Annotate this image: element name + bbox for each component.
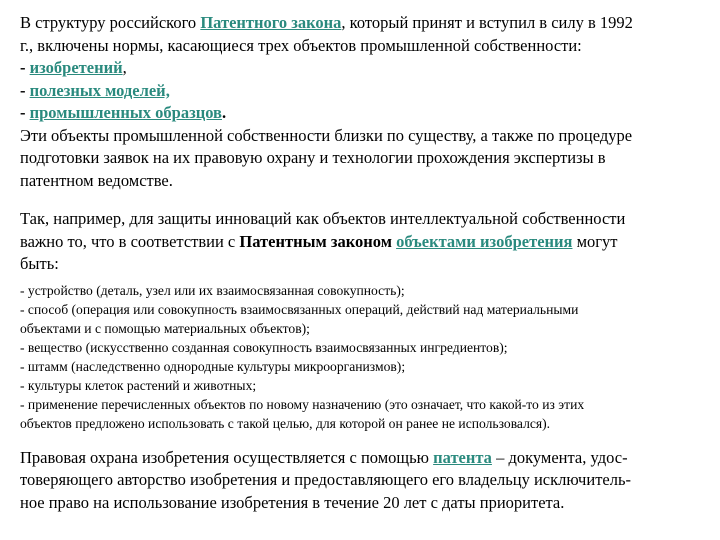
link-patent[interactable]: патента bbox=[433, 447, 492, 467]
text-fragment: Правовая охрана изобретения осуществляется с помощью bbox=[20, 447, 434, 467]
text-fragment: , который принят и вступил в силу в 1992 bbox=[341, 13, 633, 32]
dash-marker: - bbox=[20, 80, 30, 100]
paragraph-patent-protection bbox=[20, 447, 700, 515]
dash-marker: - bbox=[20, 58, 30, 77]
text-fragment: . bbox=[221, 103, 227, 122]
list-item: объектов предложено использовать с такой целью, для которой он ранее не использовался). bbox=[20, 415, 551, 431]
text-line: Так, например, для защиты инноваций как объектов интеллектуальной собственности bbox=[20, 209, 626, 228]
text-fragment: важно то, что в соответствии с bbox=[20, 231, 240, 251]
link-inventions[interactable]: изобретений bbox=[29, 58, 123, 77]
text-fragment: – документа, удос- bbox=[491, 447, 628, 467]
text-line: быть: bbox=[20, 254, 59, 273]
link-utility-models[interactable]: полезных моделей, bbox=[29, 80, 170, 100]
list-item: - способ (операция или совокупность взаимосвязанных операций, действий над материальными bbox=[20, 301, 579, 317]
dash-marker: - bbox=[20, 103, 30, 122]
paragraph-patent-law-intro bbox=[20, 12, 700, 192]
text-line bbox=[20, 80, 700, 103]
text-fragment: , bbox=[122, 58, 127, 77]
link-patent-law[interactable]: Патентного закона bbox=[200, 13, 342, 32]
text-fragment: могут bbox=[572, 231, 618, 251]
list-item: - культуры клеток растений и животных; bbox=[20, 377, 257, 393]
text-line: Эти объекты промышленной собственности близки по существу, а также по процедуре bbox=[20, 125, 633, 145]
list-item: - штамм (наследственно однородные культуры микроорганизмов); bbox=[20, 358, 406, 374]
list-item: - вещество (искусственно созданная совокупность взаимосвязанных ингредиентов); bbox=[20, 339, 508, 355]
invention-objects-list bbox=[20, 281, 700, 433]
text-line: товеряющего авторство изобретения и предоставляющего его владельцу исключитель- bbox=[20, 470, 631, 489]
text-line: патентном ведомстве. bbox=[20, 170, 173, 190]
text-line bbox=[20, 447, 700, 470]
text-line: г., включены нормы, касающиеся трех объектов промышленной собственности: bbox=[20, 35, 582, 55]
list-item: - применение перечисленных объектов по новому назначению (это означает, что какой-то из этих bbox=[20, 396, 585, 412]
text-line bbox=[20, 102, 700, 125]
text-line bbox=[20, 12, 700, 35]
text-line bbox=[20, 57, 700, 80]
text-line: ное право на использование изобретения в течение 20 лет с даты приоритета. bbox=[20, 492, 565, 512]
bold-patent-law: Патентным законом bbox=[239, 231, 392, 251]
list-item: объектами и с помощью материальных объектов); bbox=[20, 320, 310, 336]
link-invention-objects[interactable]: объектами изобретения bbox=[396, 231, 573, 251]
link-industrial-designs[interactable]: промышленных образцов bbox=[29, 103, 222, 122]
paragraph-invention-objects bbox=[20, 208, 700, 276]
text-fragment: В структуру российского bbox=[20, 13, 201, 32]
text-line bbox=[20, 231, 700, 254]
text-line: подготовки заявок на их правовую охрану и технологии прохождения экспертизы в bbox=[20, 148, 606, 167]
list-item: - устройство (деталь, узел или их взаимосвязанная совокупность); bbox=[20, 282, 405, 298]
